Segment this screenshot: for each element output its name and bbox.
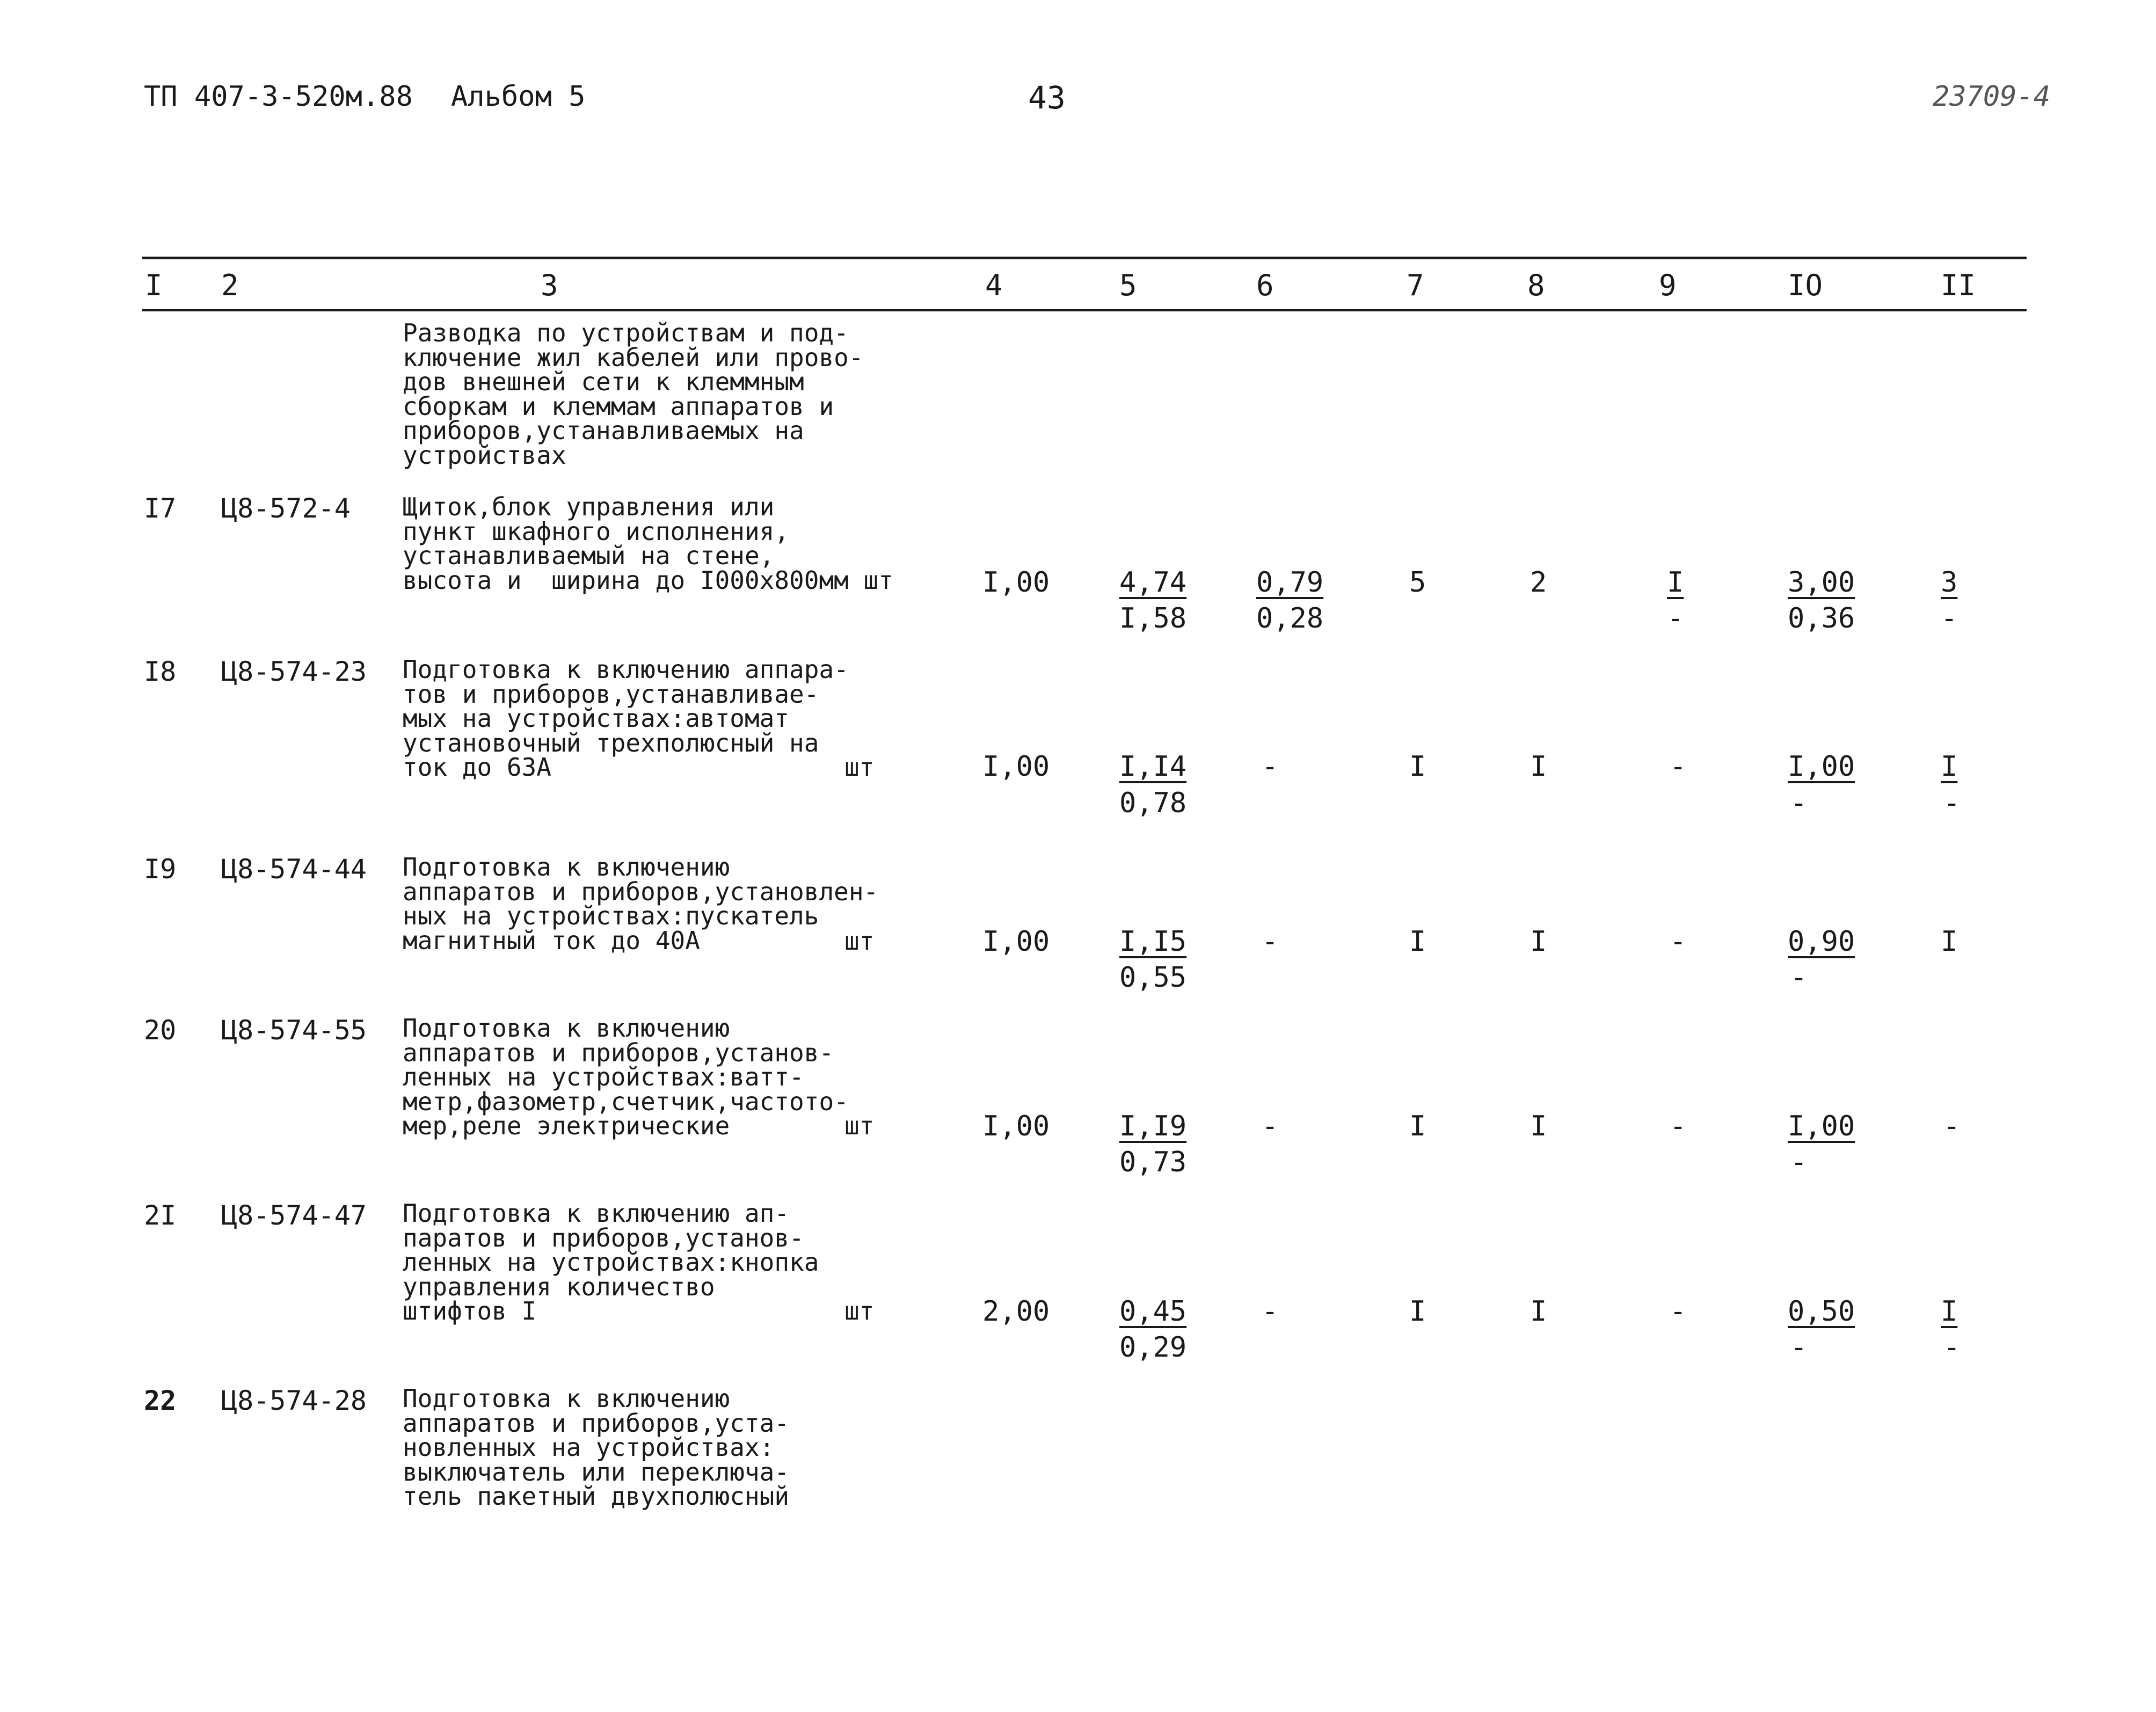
col4-value: I,00 [982,1110,1050,1142]
col8-value: I [1530,751,1547,783]
col10-top: 0,90 [1788,926,1855,958]
intro-text: Разводка по устройствам и под- ключение жил кабелей или прово- дов внешней сети к клеммным сборкам и клеммам аппаратов и приборов,устанавливаемых на устройствах [403,318,864,470]
archive-stamp: 23709-4 [1933,81,2051,113]
col-header-3: 3 [541,268,558,302]
col6-top: 0,79 [1256,566,1324,599]
col6-top: - [1262,926,1279,958]
row-code: Ц8-572-4 [221,493,351,524]
col11-top: I [1941,1295,1958,1328]
col6-top: - [1262,1110,1279,1142]
col11-top: I [1941,751,1958,783]
row-description: Подготовка к включению аппаратов и приборов,установ- ленных на устройствах:ватт- метр,фазометр,счетчик,частото- мер,реле электрические [403,1014,849,1140]
col6-top: - [1262,1295,1279,1328]
col10-top: 3,00 [1788,566,1855,599]
col-header-4: 4 [985,268,1003,302]
col8-value: I [1530,1110,1547,1142]
col-header-6: 6 [1256,268,1274,302]
row-description: Подготовка к включению ап- паратов и приборов,установ- ленных на устройствах:кнопка управления количество штифтов I [403,1199,819,1325]
col-header-5: 5 [1119,268,1137,302]
col5-bottom: 0,73 [1119,1146,1187,1178]
col-header-1: I [145,268,163,302]
row-unit: шт [844,1111,875,1140]
col4-value: I,00 [982,566,1050,599]
row-code: Ц8-574-47 [221,1200,367,1231]
row-code: Ц8-574-23 [221,656,367,687]
col5-bottom: I,58 [1119,602,1187,635]
row-description: Щиток,блок управления или пункт шкафного исполнения, устанавливаемый на стене, высота и ширина до I000x800мм шт [403,492,893,595]
col7-value: I [1409,1295,1426,1328]
doc-code: ТП 407-3-520м.88 [144,81,413,113]
col11-bottom: - [1943,787,1961,819]
col5-top: I,I4 [1119,751,1187,783]
col10-top: I,00 [1788,751,1855,783]
col-header-2: 2 [221,268,239,302]
row-unit: шт [844,927,875,956]
col5-bottom: 0,78 [1119,787,1187,819]
col8-value: 2 [1530,566,1547,599]
col11-top: - [1943,1110,1961,1142]
col5-top: 0,45 [1119,1295,1187,1328]
col10-bottom: - [1790,961,1808,994]
col10-top: I,00 [1788,1110,1855,1142]
col11-bottom: - [1941,602,1958,635]
row-description: Подготовка к включению аппара- тов и приборов,устанавливае- мых на устройствах:автомат установочный трехполюсный на ток до 63А [403,655,849,782]
col-header-9: 9 [1659,268,1677,302]
col10-bottom: - [1790,787,1808,819]
col10-bottom: 0,36 [1788,602,1855,635]
col4-value: 2,00 [982,1295,1050,1328]
col9-top: - [1670,1110,1687,1142]
col7-value: I [1409,751,1426,783]
col5-top: I,I9 [1119,1110,1187,1142]
col7-value: 5 [1409,566,1426,599]
col4-value: I,00 [982,751,1050,783]
row-code: Ц8-574-55 [221,1015,367,1046]
table-top-rule [142,257,2027,259]
col7-value: I [1409,1110,1426,1142]
row-number: 22 [144,1385,177,1416]
row-description: Подготовка к включению аппаратов и приборов,установлен- ных на устройствах:пускатель магнитный ток до 40А [403,853,879,955]
row-number: 20 [144,1015,177,1046]
col7-value: I [1409,926,1426,958]
row-number: 2I [144,1200,177,1231]
col9-top: - [1670,1295,1687,1328]
col6-top: - [1262,751,1279,783]
col-header-11: II [1941,268,1976,302]
row-code: Ц8-574-44 [221,854,367,885]
col9-top: I [1667,566,1684,599]
col9-top: - [1670,751,1687,783]
col8-value: I [1530,926,1547,958]
row-unit: шт [844,753,875,782]
col8-value: I [1530,1295,1547,1328]
row-number: I7 [144,493,177,524]
album-label: Альбом 5 [451,81,586,113]
col4-value: I,00 [982,926,1050,958]
col9-bottom: - [1667,602,1684,635]
col5-bottom: 0,29 [1119,1331,1187,1364]
row-code: Ц8-574-28 [221,1385,367,1416]
col5-top: I,I5 [1119,926,1187,958]
col11-top: I [1941,926,1958,958]
col-header-10: IO [1788,268,1823,302]
col11-bottom: - [1943,1331,1961,1364]
table-header-rule [142,309,2027,311]
col10-bottom: - [1790,1331,1808,1364]
row-description: Подготовка к включению аппаратов и приборов,уста- новленных на устройствах: выключатель или переключа- тель пакетный двухполюсный [403,1384,790,1511]
col9-top: - [1670,926,1687,958]
col5-bottom: 0,55 [1119,961,1187,994]
col-header-8: 8 [1527,268,1545,302]
row-unit: шт [844,1296,875,1325]
col5-top: 4,74 [1119,566,1187,599]
col10-top: 0,50 [1788,1295,1855,1328]
col6-bottom: 0,28 [1256,602,1324,635]
col10-bottom: - [1790,1146,1808,1178]
col11-top: 3 [1941,566,1958,599]
row-number: I9 [144,854,177,885]
col-header-7: 7 [1407,268,1424,302]
row-number: I8 [144,656,177,687]
page-number: 43 [1028,79,1066,116]
